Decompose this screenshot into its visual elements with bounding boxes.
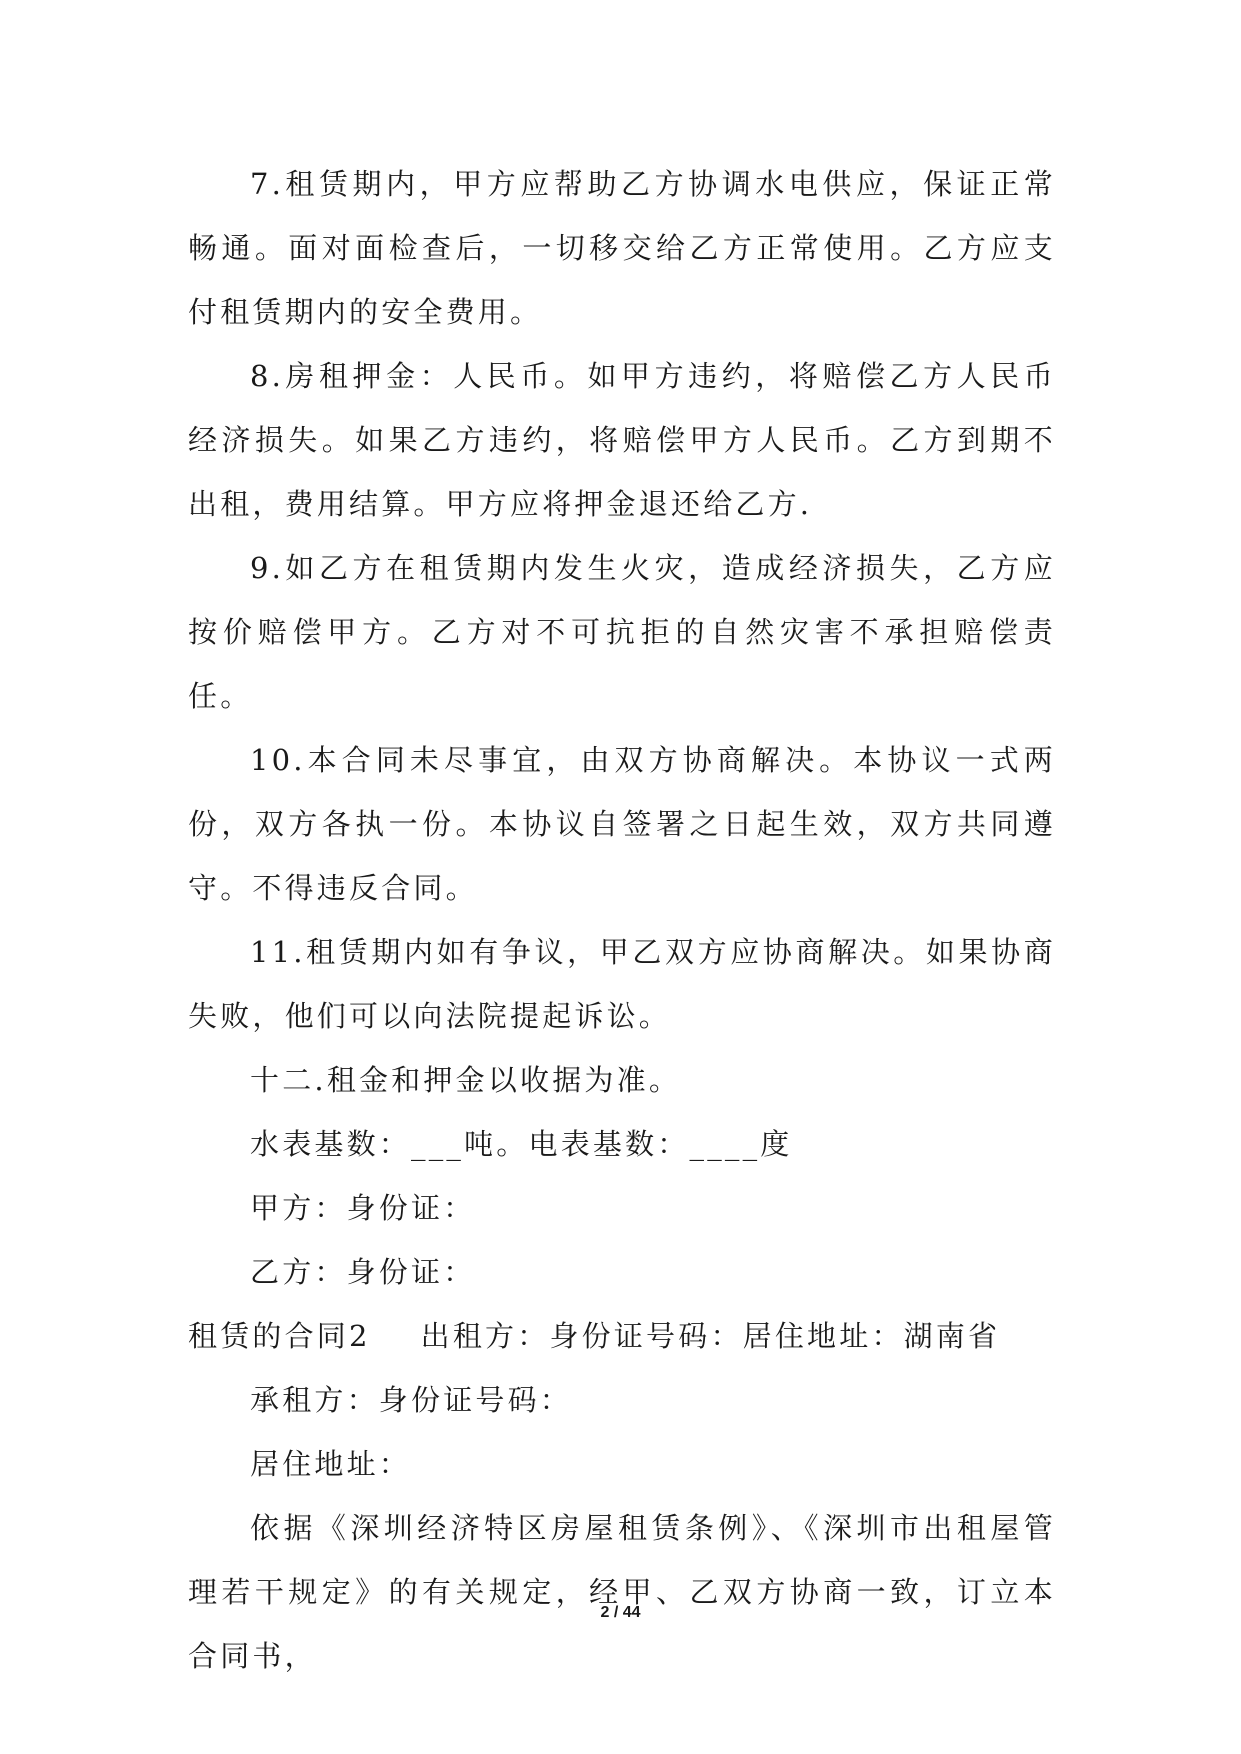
clause-12: 十二.租金和押金以收据为准。 [250,1063,682,1097]
clause-8: 8.房租押金：人民币。如甲方违约，将赔偿乙方人民币经济损失。如果乙方违约，将赔偿甲方人民币。乙方到期不出租，费用结算。甲方应将押金退还给乙方. [188,359,1056,521]
clause-7: 7.租赁期内，甲方应帮助乙方协调水电供应，保证正常畅通。面对面检查后，一切移交给乙方正常使用。乙方应支付租赁期内的安全费用。 [188,167,1056,329]
meter-readings: 水表基数：___吨。电表基数：____度 [250,1127,793,1161]
contract-basis: 依据《深圳经济特区房屋租赁条例》、《深圳市出租屋管理若干规定》的有关规定，经甲、乙双方协商一致，订立本合同书， [188,1511,1056,1673]
contract-2-title: 租赁的合同2 [188,1319,371,1353]
party-b-id: 乙方：身份证： [250,1255,476,1289]
tenant-address: 居住地址： [250,1447,412,1481]
party-a-id: 甲方：身份证： [250,1191,476,1225]
document-body [188,152,1056,1688]
clause-11: 11.租赁期内如有争议，甲乙双方应协商解决。如果协商失败，他们可以向法院提起诉讼。 [188,935,1056,1033]
page-indicator: 2 / 44 [600,1604,641,1621]
contract-2-heading-line [188,1304,1056,1368]
lessor-info: 出租方：身份证号码：居住地址：湖南省 [420,1319,1001,1353]
clause-10: 10.本合同未尽事宜，由双方协商解决。本协议一式两份，双方各执一份。本协议自签署之日起生效，双方共同遵守。不得违反合同。 [188,743,1056,905]
clause-9: 9.如乙方在租赁期内发生火灾，造成经济损失，乙方应按价赔偿甲方。乙方对不可抗拒的自然灾害不承担赔偿责任。 [188,551,1056,713]
tenant-id: 承租方：身份证号码： [250,1383,573,1417]
